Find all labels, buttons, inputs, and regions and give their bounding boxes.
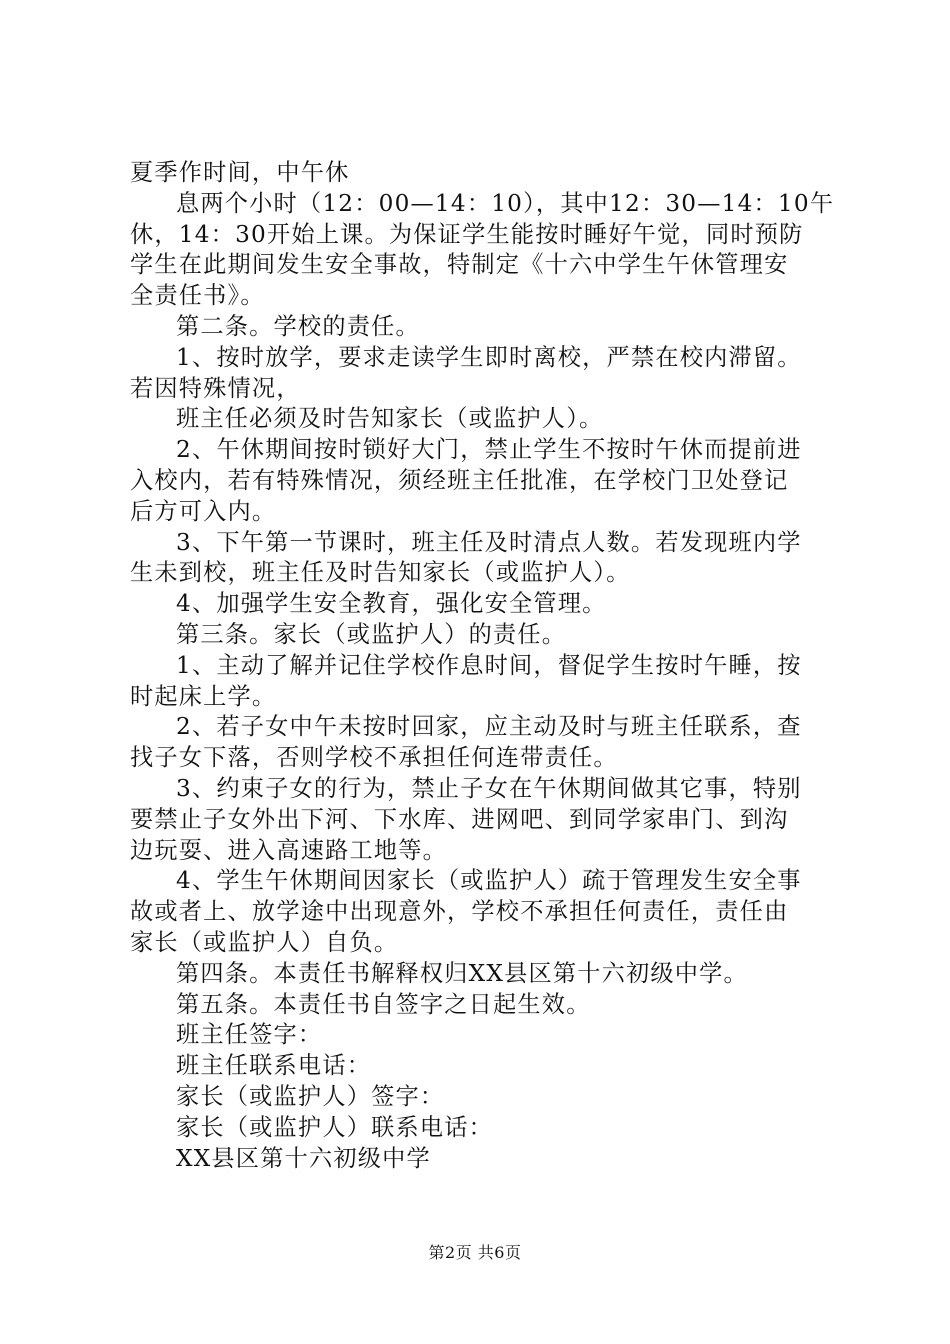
text-line: 2、若子女中午未按时回家，应主动及时与班主任联系，查 — [176, 713, 802, 741]
text-line: 入校内，若有特殊情况，须经班主任批准，在学校门卫处登记 — [130, 466, 789, 494]
text-line: 时起床上学。 — [130, 682, 277, 710]
text-line: 第二条。学校的责任。 — [176, 312, 420, 340]
text-line: 3、下午第一节课时，班主任及时清点人数。若发现班内学 — [176, 528, 802, 556]
page-footer: 第2页 共6页 — [428, 1243, 522, 1262]
text-line: 1、按时放学，要求走读学生即时离校，严禁在校内滞留。 — [176, 343, 802, 371]
text-line: 班主任联系电话： — [176, 1052, 372, 1080]
text-line: 1、主动了解并记住学校作息时间，督促学生按时午睡，按 — [176, 651, 802, 679]
text-line: 2、午休期间按时锁好大门，禁止学生不按时午休而提前进 — [176, 436, 802, 464]
text-line: 学生在此期间发生安全事故，特制定《十六中学生午休管理安 — [130, 251, 789, 279]
document-body — [130, 158, 835, 1174]
text-line: 家长（或监护人）自负。 — [130, 928, 399, 956]
text-line: 班主任必须及时告知家长（或监护人）。 — [176, 405, 604, 433]
text-line: 家长（或监护人）联系电话： — [176, 1113, 494, 1141]
text-line: 全责任书》。 — [130, 282, 265, 310]
text-line: 第五条。本责任书自签字之日起生效。 — [176, 990, 591, 1018]
text-line: 生未到校，班主任及时告知家长（或监护人）。 — [130, 559, 631, 587]
text-line: 要禁止子女外出下河、下水库、进网吧、到同学家串门、到沟 — [130, 805, 789, 833]
text-line: 故或者上、放学途中出现意外，学校不承担任何责任，责任由 — [130, 898, 789, 926]
text-line: 息两个小时（12：00—14：10），其中12：30—14：10午 — [176, 189, 835, 217]
text-line: 休，14：30开始上课。为保证学生能按时睡好午觉，同时预防 — [130, 220, 804, 248]
text-line: 后方可入内。 — [130, 497, 277, 525]
text-line: 家长（或监护人）签字： — [176, 1082, 445, 1110]
text-line: XX县区第十六初级中学 — [176, 1144, 431, 1172]
text-line: 若因特殊情况， — [130, 374, 301, 402]
text-line: 3、约束子女的行为，禁止子女在午休期间做其它事，特别 — [176, 774, 802, 802]
text-line: 第四条。本责任书解释权归XX县区第十六初级中学。 — [176, 959, 748, 987]
text-line: 找子女下落，否则学校不承担任何连带责任。 — [130, 744, 618, 772]
text-line: 边玩耍、进入高速路工地等。 — [130, 836, 448, 864]
text-line: 第三条。家长（或监护人）的责任。 — [176, 620, 567, 648]
text-line: 4、加强学生安全教育，强化安全管理。 — [176, 590, 607, 618]
text-line: 4、学生午休期间因家长（或监护人）疏于管理发生安全事 — [176, 867, 802, 895]
text-line: 班主任签字： — [176, 1021, 323, 1049]
text-line: 夏季作时间，中午休 — [130, 159, 350, 186]
